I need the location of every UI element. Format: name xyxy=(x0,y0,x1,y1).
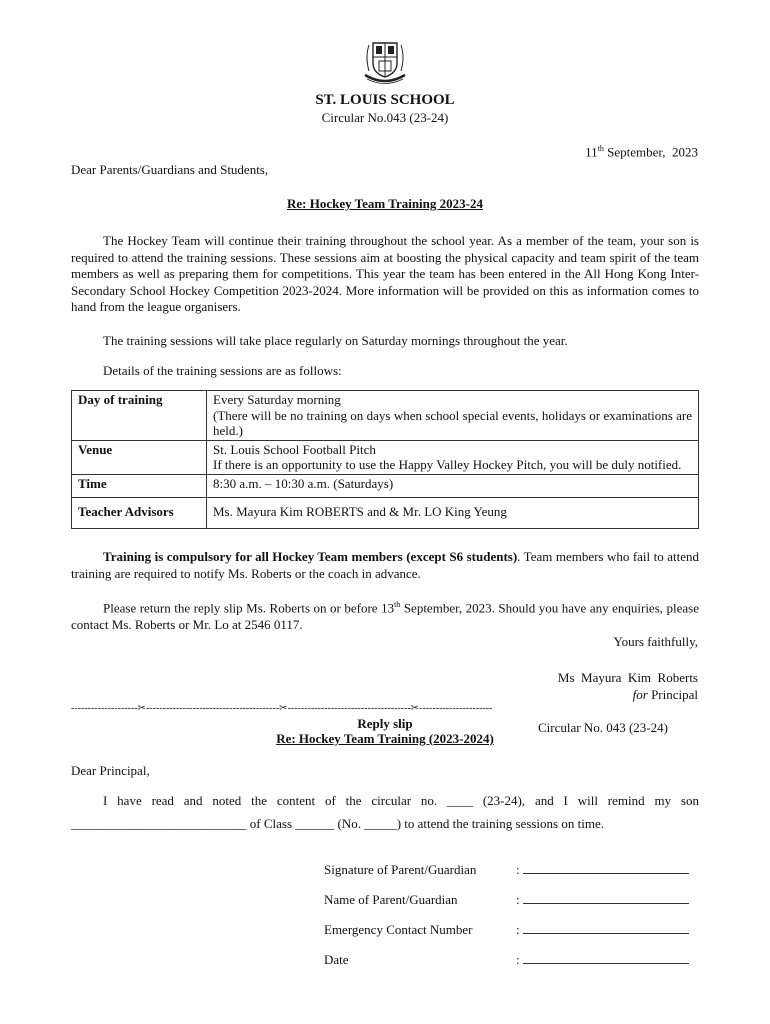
table-row xyxy=(72,498,699,529)
training-details-table xyxy=(71,390,699,529)
circular-number: Circular No.043 (23-24) xyxy=(321,110,449,125)
table-row xyxy=(72,440,699,474)
table-row xyxy=(72,391,699,441)
blank-line[interactable] xyxy=(523,951,689,964)
reply-body-line1: I have read and noted the content of the circular no. ____ (23-24), and I will remind my son xyxy=(103,793,699,808)
reply-body-line2: ___________________________ of Class ______ (No. _____) to attend the training sessions on time. xyxy=(71,816,604,831)
reply-slip-title: Reply slip xyxy=(357,716,413,731)
row-label: Venue xyxy=(72,440,207,474)
reply-salutation: Dear Principal, xyxy=(71,763,150,778)
school-crest-logo xyxy=(355,37,415,87)
paragraph-schedule: The training sessions will take place regularly on Saturday mornings throughout the year. xyxy=(103,333,568,348)
subject-line: Re: Hockey Team Training 2023-24 xyxy=(287,196,483,211)
date-field[interactable]: Date : xyxy=(324,951,704,968)
closing-yours: Yours faithfully, xyxy=(613,634,698,649)
school-name: ST. LOUIS SCHOOL xyxy=(315,92,455,108)
paragraph-compulsory: Training is compulsory for all Hockey Team members (except S6 students). Team members who fail to attend training are required to notify Ms. Roberts or the coach in advance. xyxy=(71,549,699,581)
signature-field[interactable]: Signature of Parent/Guardian : xyxy=(324,861,704,878)
paragraph-details-intro: Details of the training sessions are as follows: xyxy=(103,363,342,378)
letter-date: 11th September, 2023 xyxy=(585,144,698,160)
emergency-contact-field[interactable]: Emergency Contact Number : xyxy=(324,921,704,938)
signatory-title: for Principal xyxy=(632,687,698,702)
reply-slip-circular: Circular No. 043 (23-24) xyxy=(538,720,668,735)
paragraph-return: Please return the reply slip Ms. Roberts on or before 13th September, 2023. Should you have any enquiries, please contact Ms. Roberts or Mr. Lo at 2546 0117. xyxy=(71,600,700,632)
reply-slip-subject: Re: Hockey Team Training (2023-2024) xyxy=(276,731,494,746)
blank-line[interactable] xyxy=(523,921,689,934)
row-label: Time xyxy=(72,474,207,498)
cut-line: --------------------✂----------------------------------------✂-------------------------------------✂---------------------- xyxy=(71,703,493,714)
row-value: 8:30 a.m. – 10:30 a.m. (Saturdays) xyxy=(207,474,699,498)
table-row xyxy=(72,474,699,498)
row-value: Every Saturday morning (There will be no training on days when school special events, holidays or examinations are held.) xyxy=(207,391,699,441)
salutation: Dear Parents/Guardians and Students, xyxy=(71,162,269,177)
row-label: Day of training xyxy=(72,391,207,441)
row-value: St. Louis School Football Pitch If there is an opportunity to use the Happy Valley Hockey Pitch, you will be duly notified. xyxy=(207,440,699,474)
row-value: Ms. Mayura Kim ROBERTS and & Mr. LO King Yeung xyxy=(207,498,699,529)
blank-line[interactable] xyxy=(523,891,689,904)
row-label: Teacher Advisors xyxy=(72,498,207,529)
signatory-name: Ms Mayura Kim Roberts xyxy=(557,670,698,685)
blank-line[interactable] xyxy=(523,861,689,874)
paragraph-intro: The Hockey Team will continue their training throughout the school year. As a member of the team, your son is required to attend the training sessions. These sessions aim at boosting the physical capacity and team spirit of the team members as well as preparing them for competitions. This year the team has been entered in the All Hong Kong Inter-Secondary School Hockey Competition 2023-2024. More information will be provided on this as information comes to hand from the league organisers. xyxy=(71,233,699,314)
name-field[interactable]: Name of Parent/Guardian : xyxy=(324,891,704,908)
